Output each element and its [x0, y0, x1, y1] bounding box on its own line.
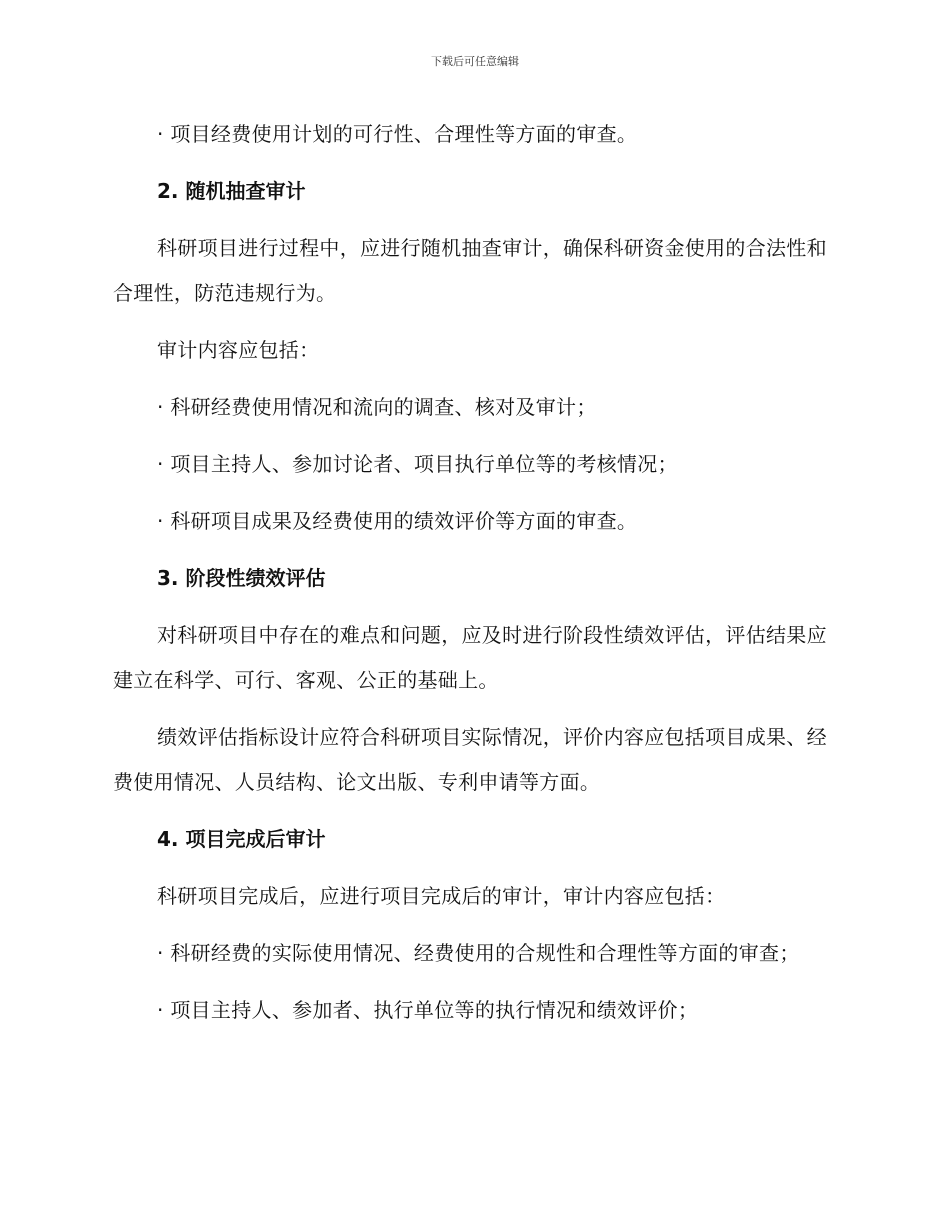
heading-post-completion-audit: 4. 项目完成后审计 — [157, 827, 326, 851]
page-header: 下载后可任意编辑 — [431, 55, 519, 68]
para-audit-content: 审计内容应包括： — [157, 338, 320, 362]
bullet-personnel-assessment: · 项目主持人、参加讨论者、项目执行单位等的考核情况； — [157, 452, 678, 476]
heading-stage-evaluation: 3. 阶段性绩效评估 — [157, 566, 326, 590]
para-stage-evaluation: 对科研项目中存在的难点和问题，应及时进行阶段性绩效评估，评估结果应建立在科学、可行、客观、公正的基础上。 — [113, 623, 827, 692]
bullet-performance-review: · 科研项目成果及经费使用的绩效评价等方面的审查。 — [157, 509, 638, 533]
bullet-execution-evaluation: · 项目主持人、参加者、执行单位等的执行情况和绩效评价； — [157, 998, 699, 1022]
bullet-fund-flow: · 科研经费使用情况和流向的调查、核对及审计； — [157, 395, 597, 419]
para-post-completion-audit: 科研项目完成后，应进行项目完成后的审计，审计内容应包括： — [157, 884, 726, 908]
document-body — [113, 112, 833, 1045]
bullet-actual-usage: · 科研经费的实际使用情况、经费使用的合规性和合理性等方面的审查； — [157, 941, 800, 965]
bullet-plan-feasibility: · 项目经费使用计划的可行性、合理性等方面的审查。 — [157, 122, 638, 146]
para-random-audit: 科研项目进行过程中，应进行随机抽查审计，确保科研资金使用的合法性和合理性，防范违规行为。 — [113, 236, 827, 305]
heading-random-audit: 2. 随机抽查审计 — [157, 179, 306, 203]
para-indicator-design: 绩效评估指标设计应符合科研项目实际情况，评价内容应包括项目成果、经费使用情况、人员结构、论文出版、专利申请等方面。 — [113, 725, 827, 794]
